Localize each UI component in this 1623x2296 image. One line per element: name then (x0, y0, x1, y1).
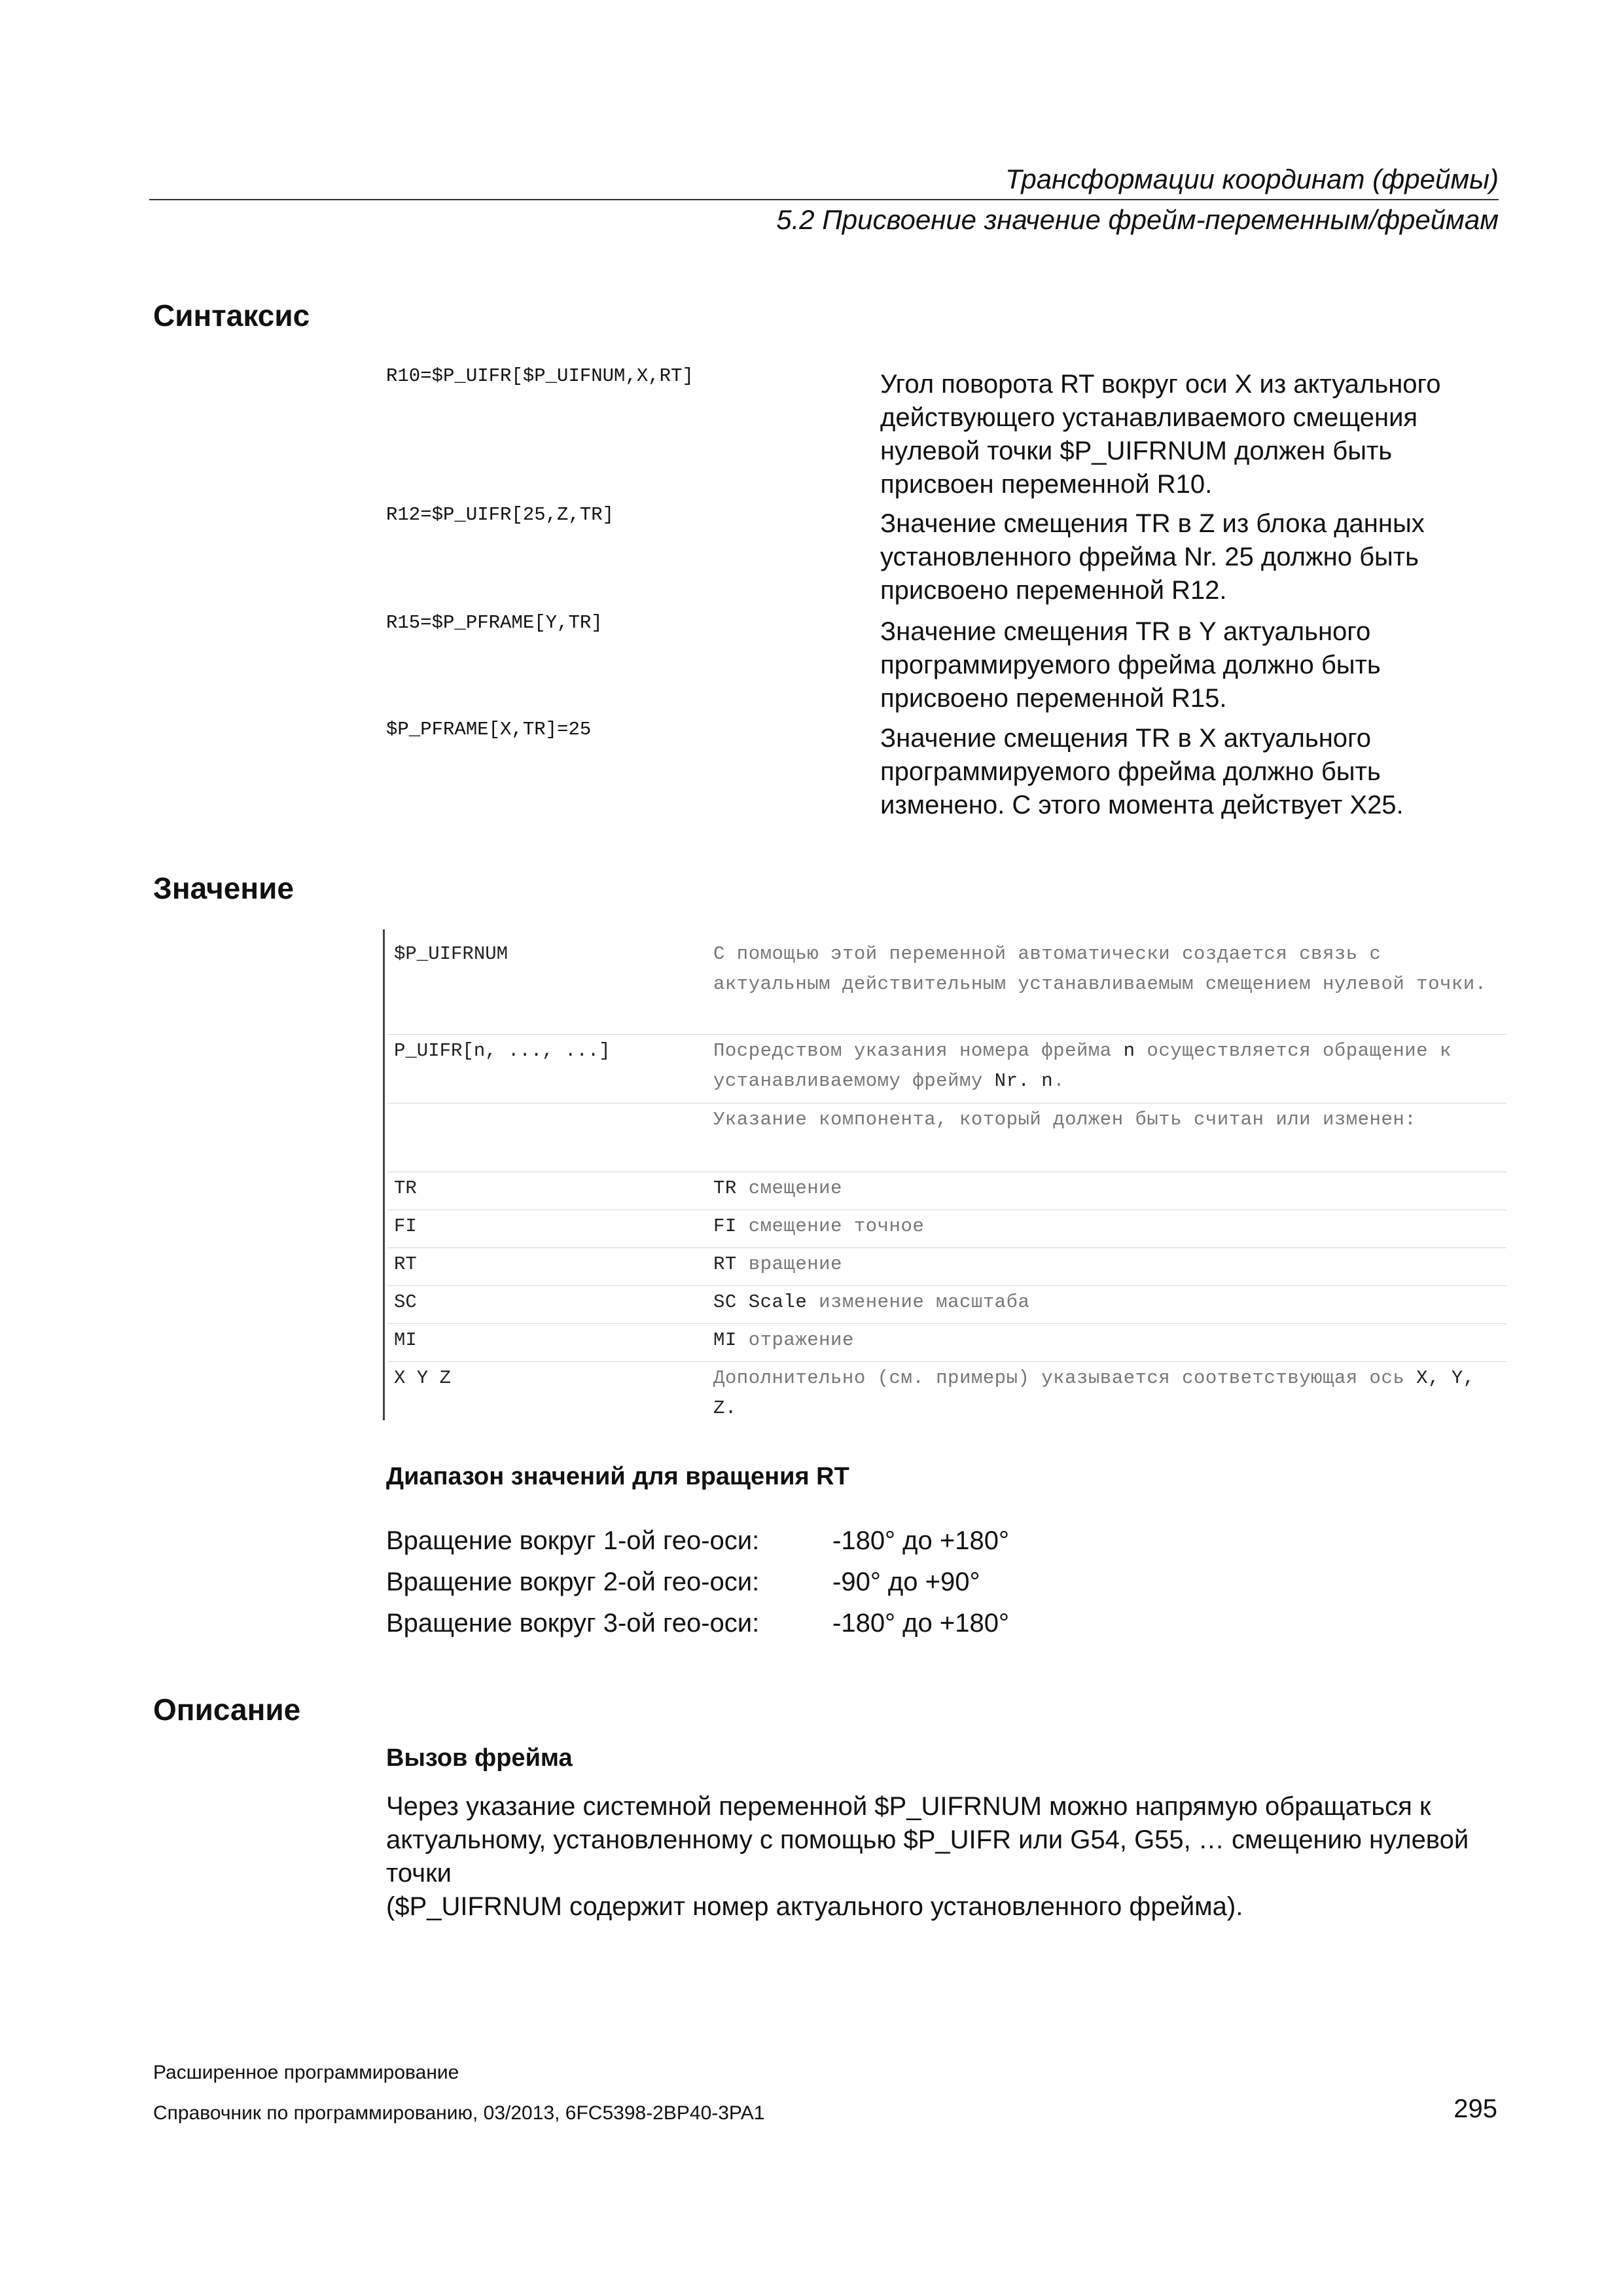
param-desc: MI отражение (713, 1329, 854, 1351)
syntax-heading: Синтаксис (153, 298, 310, 332)
description-subheading: Вызов фрейма (386, 1744, 573, 1772)
param-name: FI (394, 1215, 417, 1237)
range-value-1: -180° до +180° (832, 1526, 1009, 1555)
syntax-code-3: R15=$P_PFRAME[Y,TR] (386, 612, 603, 634)
param-name: RT (394, 1253, 417, 1275)
param-name: X Y Z (394, 1367, 452, 1389)
row-separator (387, 1034, 1507, 1035)
syntax-desc-2: Значение смещения TR в Z из блока данных установленного фрейма Nr. 25 должно быть присвоено переменной R12. (880, 509, 1425, 605)
page-number: 295 (1454, 2094, 1497, 2123)
param-desc: Дополнительно (см. примеры) указывается соответствующая ось X, Y, Z. (713, 1367, 1475, 1419)
syntax-code-1: R10=$P_UIFR[$P_UIFNUM,X,RT] (386, 365, 694, 387)
syntax-desc-3: Значение смещения TR в Y актуального программируемого фрейма должно быть присвоено переменной R15. (880, 617, 1381, 713)
description-note: ($P_UIFRNUM содержит номер актуального установленного фрейма). (386, 1892, 1243, 1921)
param-name: TR (394, 1177, 417, 1199)
ranges-heading: Диапазон значений для вращения RT (386, 1463, 849, 1490)
param-desc: Указание компонента, который должен быть считан или изменен: (713, 1109, 1417, 1130)
param-name: $P_UIFRNUM (394, 943, 508, 965)
param-name: SC (394, 1291, 417, 1313)
range-label-1: Вращение вокруг 1-ой гео-оси: (386, 1526, 760, 1555)
description-heading: Описание (153, 1693, 301, 1727)
syntax-code-2: R12=$P_UIFR[25,Z,TR] (386, 504, 615, 526)
meaning-heading: Значение (153, 871, 294, 905)
param-desc: FI смещение точное (713, 1215, 925, 1237)
description-body (386, 1790, 1512, 1924)
syntax-desc-4: Значение смещения TR в X актуального программируемого фрейма должно быть изменено. С этого момента действует X25. (880, 724, 1404, 819)
meaning-table-bar (383, 929, 385, 1420)
row-separator (387, 1247, 1507, 1248)
range-value-3: -180° до +180° (832, 1609, 1009, 1638)
param-desc: SC Scale изменение масштаба (713, 1291, 1030, 1313)
footer-reference: Справочник по программированию, 03/2013, 6FC5398-2BP40-3PA1 (153, 2102, 765, 2124)
range-value-2: -90° до +90° (832, 1568, 980, 1596)
row-separator (387, 1361, 1507, 1362)
header-rule (149, 199, 1499, 200)
param-desc: RT вращение (713, 1253, 842, 1275)
param-desc: TR смещение (713, 1177, 842, 1199)
row-separator (387, 1323, 1507, 1324)
param-desc: Посредством указания номера фрейма n осуществляется обращение к устанавливаемому фрейму Nr. n. (713, 1040, 1452, 1092)
syntax-code-4: $P_PFRAME[X,TR]=25 (386, 719, 592, 740)
param-desc: С помощью этой переменной автоматически создается связь с актуальным действительным устанавливаемым смещением нулевой точки. (713, 943, 1487, 995)
row-separator (387, 1285, 1507, 1286)
param-name: MI (394, 1329, 417, 1351)
range-label-3: Вращение вокруг 3-ой гео-оси: (386, 1609, 760, 1638)
description-paragraph: Через указание системной переменной $P_UIFRNUM можно напрямую обращаться к актуальному, установленному с помощью $P_UIFR или G54, G55, … смещению нулевой точки (386, 1792, 1469, 1888)
running-header-section: 5.2 Присвоение значение фрейм-переменным/фреймам (776, 204, 1499, 235)
range-label-2: Вращение вокруг 2-ой гео-оси: (386, 1568, 760, 1596)
footer-title: Расширенное программирование (153, 2062, 459, 2083)
running-header-chapter: Трансформации координат (фреймы) (1005, 164, 1499, 194)
syntax-desc-1: Угол поворота RT вокруг оси X из актуального действующего устанавливаемого смещения нулевой точки $P_UIFRNUM должен быть присвоен переменной R10. (880, 370, 1441, 499)
param-name: P_UIFR[n, ..., ...] (394, 1040, 611, 1062)
